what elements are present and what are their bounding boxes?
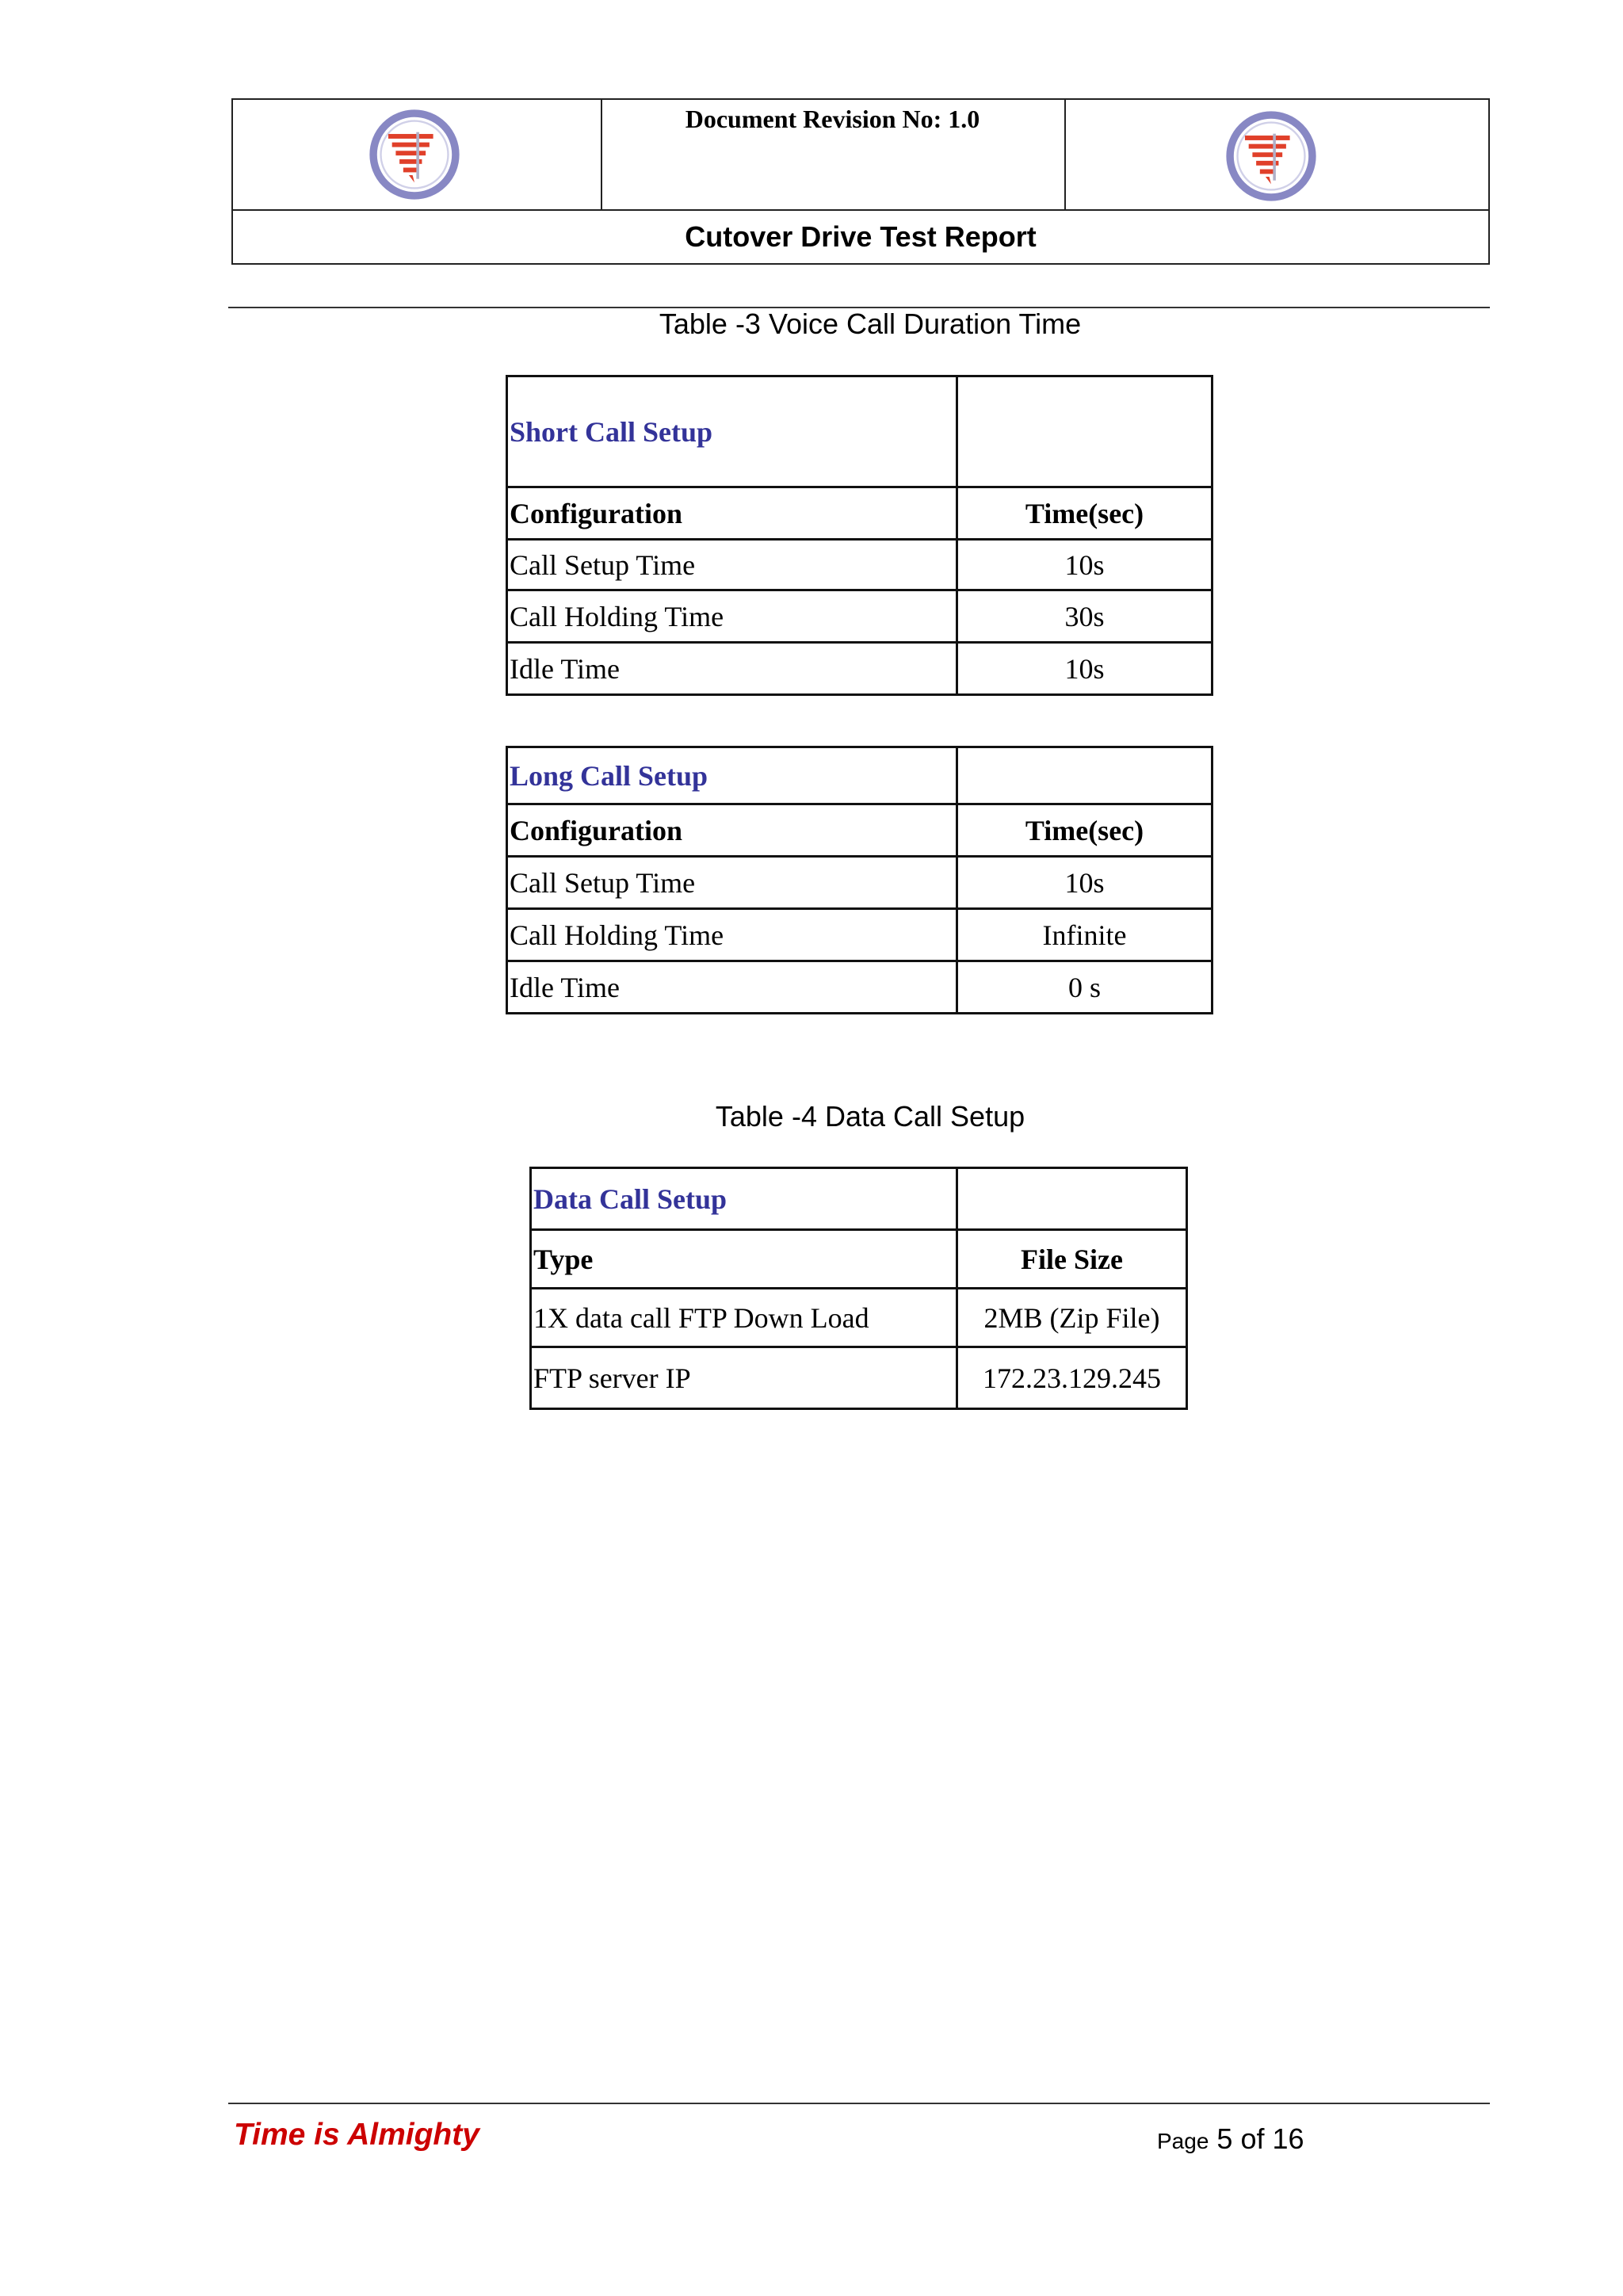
column-header: Time(sec) bbox=[957, 804, 1212, 857]
page-word: Page bbox=[1157, 2129, 1209, 2153]
table-row bbox=[507, 487, 1212, 540]
table-row bbox=[507, 804, 1212, 857]
header-center-cell bbox=[601, 100, 1066, 209]
time-cell: 10s bbox=[957, 540, 1212, 590]
footer-divider bbox=[228, 2103, 1490, 2104]
table3-caption: Table -3 Voice Call Duration Time bbox=[659, 308, 1082, 340]
table-row bbox=[507, 590, 1212, 643]
time-cell: 30s bbox=[957, 590, 1212, 643]
empty-cell bbox=[957, 376, 1212, 487]
column-header: Configuration bbox=[507, 804, 957, 857]
table-row bbox=[507, 643, 1212, 695]
column-header: File Size bbox=[957, 1230, 1187, 1289]
table4-caption: Table -4 Data Call Setup bbox=[715, 1100, 1025, 1133]
size-cell: 2MB (Zip File) bbox=[957, 1289, 1187, 1347]
data-call-title: Data Call Setup bbox=[531, 1168, 957, 1230]
short-call-table bbox=[506, 375, 1213, 696]
config-cell: Call Holding Time bbox=[507, 590, 957, 643]
time-cell: 0 s bbox=[957, 961, 1212, 1014]
page-of: of bbox=[1240, 2122, 1265, 2155]
page-total: 16 bbox=[1272, 2122, 1304, 2155]
page-number bbox=[1157, 2122, 1304, 2156]
document-revision: Document Revision No: 1.0 bbox=[685, 105, 980, 133]
table-row bbox=[531, 1230, 1187, 1289]
config-cell: Idle Time bbox=[507, 961, 957, 1014]
page-current: 5 bbox=[1216, 2122, 1233, 2155]
column-header: Time(sec) bbox=[957, 487, 1212, 540]
type-cell: FTP server IP bbox=[531, 1347, 957, 1409]
long-call-table bbox=[506, 746, 1213, 1014]
size-cell: 172.23.129.245 bbox=[957, 1347, 1187, 1409]
config-cell: Call Holding Time bbox=[507, 909, 957, 961]
table-row bbox=[507, 909, 1212, 961]
table-row bbox=[507, 857, 1212, 909]
empty-cell bbox=[957, 1168, 1187, 1230]
time-cell: Infinite bbox=[957, 909, 1212, 961]
table-row bbox=[507, 376, 1212, 487]
header-top-row bbox=[233, 100, 1488, 211]
table-row bbox=[531, 1168, 1187, 1230]
table-row bbox=[507, 961, 1212, 1014]
time-cell: 10s bbox=[957, 643, 1212, 695]
time-cell: 10s bbox=[957, 857, 1212, 909]
company-logo-icon bbox=[1224, 109, 1318, 203]
short-call-title: Short Call Setup bbox=[507, 376, 957, 487]
header-right-cell bbox=[1066, 100, 1490, 209]
company-logo-icon bbox=[368, 108, 461, 201]
type-cell: 1X data call FTP Down Load bbox=[531, 1289, 957, 1347]
config-cell: Call Setup Time bbox=[507, 540, 957, 590]
document-header bbox=[231, 98, 1490, 265]
header-left-cell bbox=[233, 100, 602, 209]
config-cell: Idle Time bbox=[507, 643, 957, 695]
column-header: Type bbox=[531, 1230, 957, 1289]
table-row bbox=[531, 1347, 1187, 1409]
table-row bbox=[507, 747, 1212, 804]
document-title: Cutover Drive Test Report bbox=[685, 220, 1037, 253]
data-call-table bbox=[529, 1167, 1188, 1410]
empty-cell bbox=[957, 747, 1212, 804]
long-call-title: Long Call Setup bbox=[507, 747, 957, 804]
column-header: Configuration bbox=[507, 487, 957, 540]
table-row bbox=[507, 540, 1212, 590]
footer-motto: Time is Almighty bbox=[234, 2118, 479, 2152]
config-cell: Call Setup Time bbox=[507, 857, 957, 909]
table-row bbox=[531, 1289, 1187, 1347]
